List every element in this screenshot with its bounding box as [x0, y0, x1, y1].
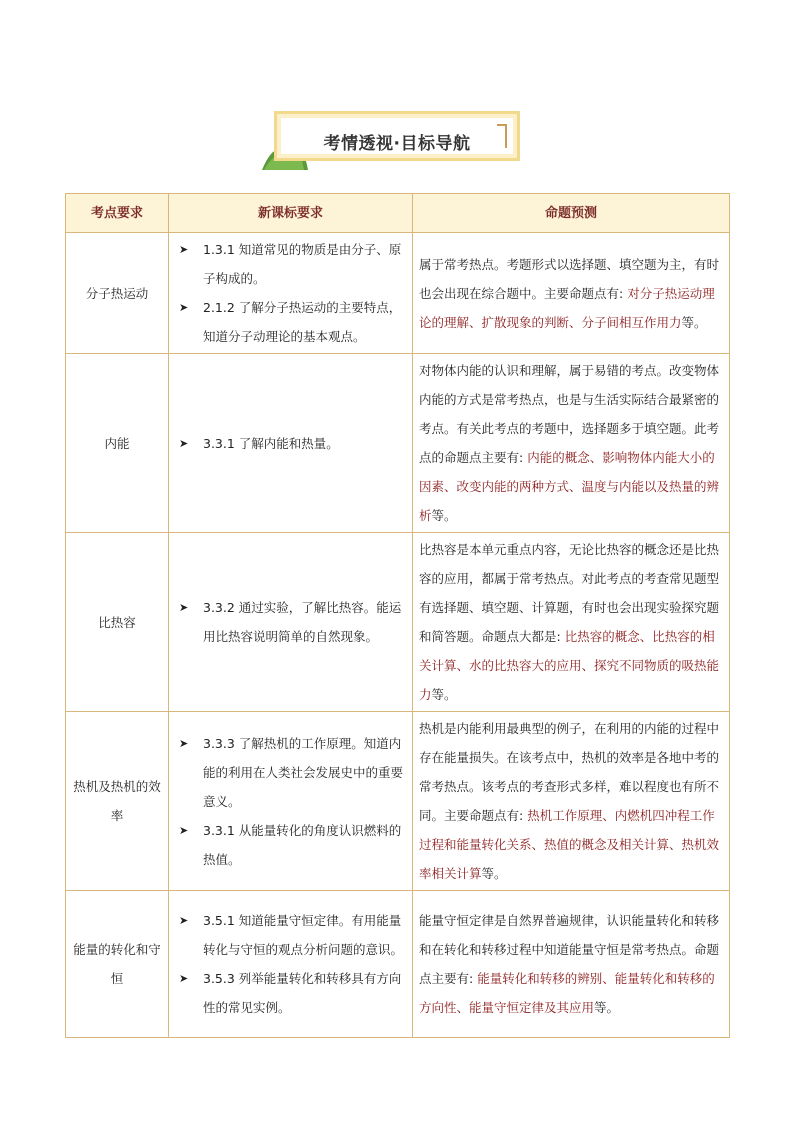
- arrow-bullet-icon: ➤: [179, 972, 189, 985]
- header-category: 考点要求: [66, 194, 169, 233]
- key-points: 热机工作原理、内燃机四冲程工作过程和能量转化关系、热值的概念及相关计算、热机效率相关计算: [419, 808, 720, 881]
- arrow-bullet-icon: ➤: [179, 301, 189, 314]
- table-row: [66, 891, 730, 1038]
- arrow-bullet-icon: ➤: [179, 736, 189, 750]
- prediction-cell: 比热容是本单元重点内容，无论比热容的概念还是比热容的应用，都属于常考热点。对此考点的考查常见题型有选择题、填空题、计算题，有时也会出现实验探究题和简答题。命题点大都是: 比热容的概念、比热容的相关计算、水的比热容大的应用、探究不同物质的吸热能力等。: [413, 533, 730, 712]
- key-points: 能量转化和转移的辨别、能量转化和转移的方向性、能量守恒定律及其应用: [419, 971, 715, 1015]
- requirement-cell: [169, 712, 413, 891]
- list-item: ➤ 3.3.1 从能量转化的角度认识燃料的热值。: [179, 816, 404, 874]
- header-prediction: 命题预测: [413, 194, 730, 233]
- prediction-cell: 能量守恒定律是自然界普遍规律，认识能量转化和转移和在转化和转移过程中知道能量守恒是常考热点。命题点主要有: 能量转化和转移的辨别、能量转化和转移的方向性、能量守恒定律及其应用等。: [413, 891, 730, 1038]
- arrow-bullet-icon: ➤: [179, 823, 189, 837]
- arrow-bullet-icon: ➤: [179, 914, 189, 927]
- list-item: ➤ 3.3.3 了解热机的工作原理。知道内能的利用在人类社会发展史中的重要意义。: [179, 729, 404, 816]
- requirement-cell: [169, 233, 413, 354]
- table-row: [66, 533, 730, 712]
- arrow-bullet-icon: ➤: [179, 243, 189, 256]
- list-item: ➤ 3.5.3 列举能量转化和转移具有方向性的常见实例。: [179, 964, 404, 1022]
- list-item: ➤ 1.3.1 知道常见的物质是由分子、原子构成的。: [179, 235, 404, 293]
- arrow-bullet-icon: ➤: [179, 436, 189, 450]
- key-points: 内能的概念、影响物体内能大小的因素、改变内能的两种方式、温度与内能以及热量的辨析: [419, 450, 720, 523]
- table-row: [66, 233, 730, 354]
- category-cell: 内能: [66, 354, 169, 533]
- category-cell: 比热容: [66, 533, 169, 712]
- requirement-cell: [169, 533, 413, 712]
- list-item: ➤ 3.3.1 了解内能和热量。: [179, 429, 404, 458]
- arrow-bullet-icon: ➤: [179, 601, 189, 614]
- prediction-cell: 对物体内能的认识和理解，属于易错的考点。改变物体内能的方式是常考热点，也是与生活实际结合最紧密的考点。有关此考点的考题中，选择题多于填空题。此考点的命题点主要有: 内能的概念、影响物体内能大小的因素、改变内能的两种方式、温度与内能以及热量的辨析等。: [413, 354, 730, 533]
- requirement-cell: [169, 354, 413, 533]
- category-cell: 分子热运动: [66, 233, 169, 354]
- requirement-cell: [169, 891, 413, 1038]
- table-row: [66, 354, 730, 533]
- table-row: [66, 712, 730, 891]
- banner-accent-bar: [497, 124, 507, 126]
- key-points: 比热容的概念、比热容的相关计算、水的比热容大的应用、探究不同物质的吸热能力: [419, 629, 720, 702]
- list-item: ➤ 3.3.2 通过实验，了解比热容。能运用比热容说明简单的自然现象。: [179, 593, 404, 651]
- banner-title: 考情透视·目标导航: [323, 134, 471, 154]
- section-banner: [262, 108, 524, 168]
- header-requirement: 新课标要求: [169, 194, 413, 233]
- list-item: ➤ 2.1.2 了解分子热运动的主要特点，知道分子动理论的基本观点。: [179, 293, 404, 351]
- list-item: ➤ 3.5.1 知道能量守恒定律。有用能量转化与守恒的观点分析问题的意识。: [179, 906, 404, 964]
- banner-frame: [274, 111, 520, 161]
- requirements-table: [65, 193, 730, 1038]
- category-cell: 热机及热机的效率: [66, 712, 169, 891]
- key-points: 对分子热运动理论的理解、扩散现象的判断、分子间相互作用力: [419, 285, 715, 330]
- banner-accent: [505, 124, 507, 148]
- category-cell: 能量的转化和守恒: [66, 891, 169, 1038]
- prediction-cell: 热机是内能利用最典型的例子，在利用的内能的过程中存在能量损失。在该考点中，热机的效率是各地中考的常考热点。该考点的考查形式多样，难以程度也有所不同。主要命题点有: 热机工作原理、内燃机四冲程工作过程和能量转化关系、热值的概念及相关计算、热机效率相关计算等。: [413, 712, 730, 891]
- prediction-cell: 属于常考热点。考题形式以选择题、填空题为主，有时也会出现在综合题中。主要命题点有: 对分子热运动理论的理解、扩散现象的判断、分子间相互作用力等。: [413, 233, 730, 354]
- table-header-row: [66, 194, 730, 233]
